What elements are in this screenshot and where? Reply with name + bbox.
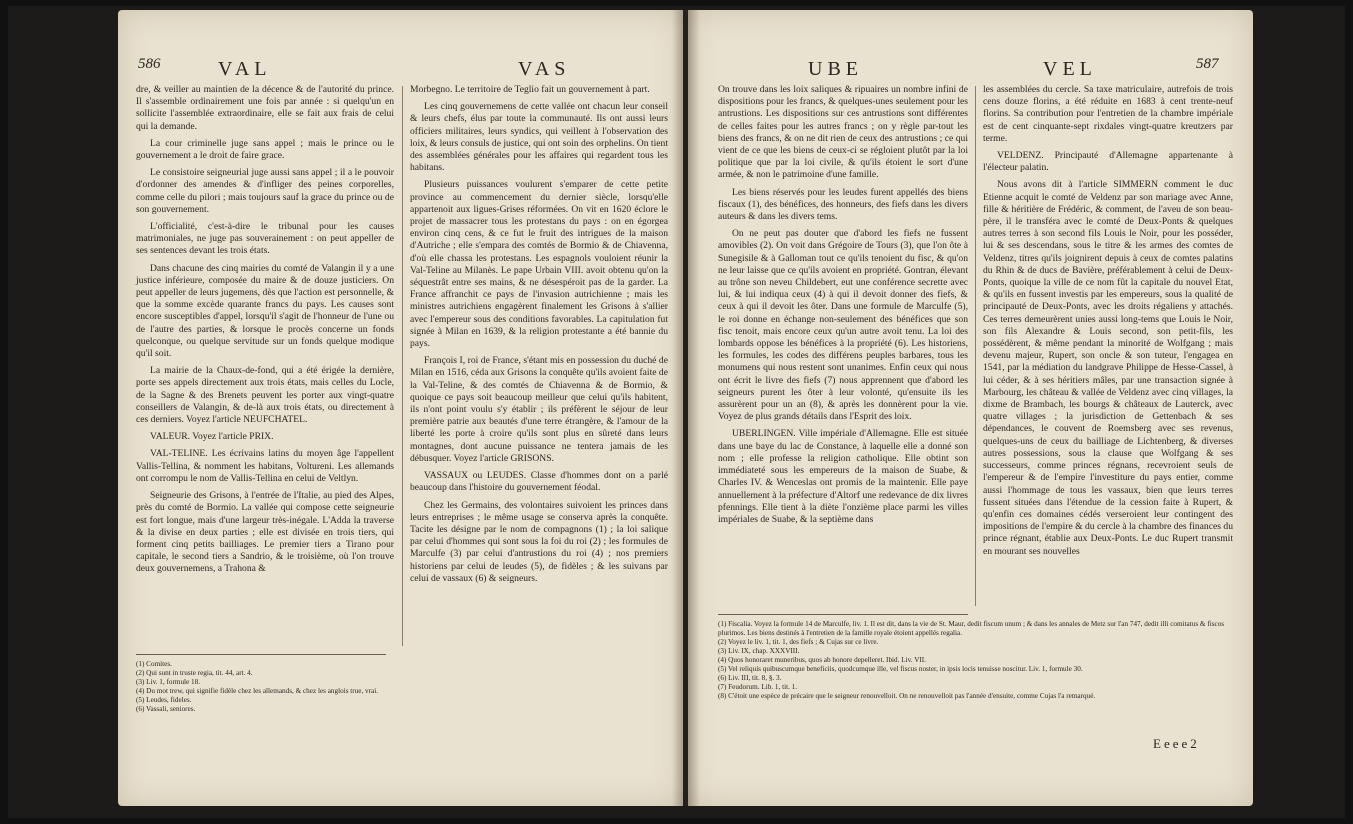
column-divider (402, 86, 403, 646)
left-page-number: 586 (138, 56, 161, 72)
entry-heading: VASSAUX ou LEUDES. Classe d'hommes dont on a parlé beaucoup dans l'histoire du gouvernement féodal. (410, 470, 668, 494)
paragraph: François I, roi de France, s'étant mis en possession du duché de Milan en 1516, céda aux Grisons la conquête qu'ils avoient faite de la Val-Teline, & des comtés de Chiavenna & de Bormio, & quoique ce pays soit beaucoup meilleur que celui qu'ils habitent, ils n'ont point voulu s'y établir ; ils préfèrent le séjour de leur première patrie aux beautés d'une terre étrangère, & l'amour de la liberté les porte à croire qu'ils sont plus en sûreté dans leurs montagnes, dont aucune puissance ne tentera jamais de les débusquer. Voyez l'article GRISONS. (410, 355, 668, 464)
right-headword-left: UBE (808, 58, 863, 80)
paragraph: Nous avons dit à l'article SIMMERN comment le duc Etienne acquit le comté de Veldenz par son mariage avec Anne, fille & héritière de Frédéric, & comment, de l'aveu de son beau-père, il le transféra avec le comté de Deux-Ponts & quelques autres terres à son second fils Louis le Noir, pour les posséder, lui & ses descendans, sous le titre & les armes des comtes de Veldenz, titres qu'ils joignirent depuis à ceux de comtes palatins du Rhin & de ducs de Bavière, préférablement à celui de Deux-Ponts, quoique la ville de ce nom fût la capitale du nouvel Etat, & qu'ils en fussent investis par les empereurs, sous la qualité de principauté de Deux-Ponts, avec les droits régaliens y attachés. Ces terres demeurèrent unies aussi long-tems que Louis le Noir, son fils Alexandre & Louis second, son petit-fils, les possédèrent, & même pendant la minorité de Wolfgang ; mais devenu majeur, Rupert, son oncle & son tuteur, l'engagea en 1541, par la médiation du landgrave Philippe de Hesse-Cassel, à lui céder, & à ses héritiers mâles, par une transaction signée à Marbourg, les château & vallée de Veldenz avec cinq villages, la dixme de Brambach, les bourgs & châteaux de Lauterck, avec quatre villages ; la jurisdiction de Gettenbach & ses dépendances, le couvent de Roemsberg avec ses revenus, quelques-uns de ceux du bailliage de Lichtenberg, & diverses autres possessions, sous la clause que Wolfgang & ses successeurs, comme princes régnans, recevroient seuls de l'empereur & de l'empire l'investiture du pays entier, comme aussi l'hommage de tous les vassaux, bien que leurs terres fussent situées dans l'étendue de la cession faite à Rupert, & qu'enfin ces domaines cédés verseroient leur contingent des impositions de l'empire & du cercle à la chambre des finances du prince régnant, établie aux Deux-Ponts. Le duc Rupert transmit en mourant ses nouvelles (983, 179, 1233, 557)
footnote-rule (718, 614, 968, 615)
paragraph: Les biens réservés pour les leudes furent appellés des biens fiscaux (1), des bénéfices, des honneurs, des fiefs dans les divers auteurs & dans les divers tems. (718, 186, 968, 223)
paragraph: L'officialité, c'est-à-dire le tribunal pour les causes matrimoniales, ne juge pas souverainement : on peut appeller de ses sentences devant les trois états. (136, 221, 394, 257)
right-page-number: 587 (1196, 56, 1219, 72)
footnote: (7) Feudorum. Lib. 1, tit. 1. (718, 683, 798, 691)
left-column-2 (410, 84, 668, 590)
footnote-rule (136, 654, 386, 655)
paragraph: Plusieurs puissances voulurent s'emparer de cette petite province au commencement du dernier siècle, lorsqu'elle appartenoit aux ligues-Grises réformées. On vit en 1620 éclore le projet de massacrer tous les protestans du pays : on en égorgea environ cinq cens, & ce fut le fruit des intrigues de la maison d'Autriche ; elle s'empara des comtés de Bormio & de Chiavenna, d'où elle chassa les protestans. Les espagnols vouloient réunir la Val-Teline au Milanès. Le pape Urbain VIII. avoit obtenu qu'on la séquestrât entre ses mains, & ne désespéroit pas de la garder. La France affranchit ce pays de l'invasion autrichienne ; mais les ministres autrichiens engagèrent finalement les Grisons à s'allier avec l'empereur sous des conditions favorables. La capitulation fut signée à Milan en 1639, & la religion protestante a été bannie du pays. (410, 179, 668, 350)
paragraph: les assemblées du cercle. Sa taxe matriculaire, autrefois de trois cens douze florins, a été réduite en 1683 à cent trente-neuf florins. Sa contribution pour l'entretien de la chambre impériale est de cent cinquante-sept rixdales vingt-quatre kreutzers par terme. (983, 84, 1233, 144)
footnote: (6) Liv. III, tit. 8, §. 3. (718, 674, 782, 682)
entry-heading: VELDENZ. Principauté d'Allemagne appartenante à l'électeur palatin. (983, 150, 1233, 174)
entry-heading: VAL-TELINE. Les écrivains latins du moyen âge l'appellent Vallis-Tellina, & nomment les habitans, Voltureni. Les allemands ont corrompu le nom de Vallis-Tellina en celui de Veltlyn. (136, 448, 394, 484)
footnote: (2) Voyez le liv. 1, tit. 1, des fiefs ; & Cujas sur ce livre. (718, 638, 879, 646)
left-footnotes (136, 660, 656, 714)
left-page (118, 10, 683, 806)
left-column-1 (136, 84, 394, 581)
paragraph: La cour criminelle juge sans appel ; mais le prince ou le gouvernement a le droit de faire grace. (136, 137, 394, 162)
footnote: (5) Leudes, fideles. (136, 696, 192, 704)
book-gutter (672, 10, 700, 806)
paragraph: On trouve dans les loix saliques & ripuaires un nombre infini de dispositions pour les francs, & quelques-unes seulement pour les antrustions. Les dispositions sur ces antrustions sont différentes de celles faites pour les autres francs ; on y règle par-tout les biens des francs, & on ne dit rien de ceux des antrustions ; ce qui vient de ce que les biens de ceux-ci se régloient plutôt par la loi politique que par la loi civile, & qu'ils étoient le sort d'une armée, & non le patrimoine d'une famille. (718, 84, 968, 181)
paragraph: dre, & veiller au maintien de la décence & de l'autorité du prince. Il s'assemble ordinairement une fois par année : si quelqu'un en sollicite l'assemblée extraordinaire, elle se fait aux frais de celui qui la demande. (136, 84, 394, 132)
footnote: (1) Fiscalia. Voyez la formule 14 de Marculfe, liv. 1. Il est dit, dans la vie de St. Maur, dedit fiscum unum ; & dans les annales de Metz sur l'an 747, dedit illi comitatus & fiscos plurimos. Les biens destinés à l'entretien de la famille royale étoient appellés regalia. (718, 620, 1225, 637)
right-footnotes (718, 620, 1233, 701)
entry-heading: VALEUR. Voyez l'article PRIX. (150, 431, 274, 443)
left-headword-right: VAS (518, 58, 571, 80)
paragraph: Chez les Germains, des volontaires suivoient les princes dans leurs entreprises ; le même usage se conserva après la conquête. Tacite les désigne par le nom de compagnons (1) ; la loi salique par celui d'hommes qui sont sous la foi du roi (2) ; les formules de Marculfe (3) par celui d'antrustions du roi (4) ; nos premiers historiens par celui de leudes (5), de fidèles ; & les suivans par celui de vassaux (6) & seigneurs. (410, 499, 668, 584)
footnote: (4) Du mot trew, qui signifie fidèle chez les allemands, & chez les anglois true, vrai. (136, 687, 379, 695)
footnote: (3) Liv. IX, chap. XXXVIII. (718, 647, 800, 655)
footnote: (2) Qui sunt in truste regia, tit. 44, art. 4. (136, 669, 253, 677)
paragraph: La mairie de la Chaux-de-fond, qui a été érigée la dernière, porte ses appels directement aux trois états, mais celles du Locle, de la Sagne & des Brenets peuvent les porter aux vingt-quatre conseillers de Valangin, & de-là aux trois états, ou directement à ces derniers. Voyez l'article NEUFCHATEL. (136, 365, 394, 426)
paragraph: Morbegno. Le territoire de Teglio fait un gouvernement à part. (410, 84, 650, 95)
right-column-1 (718, 84, 968, 531)
footnote: (1) Comites. (136, 660, 172, 668)
paragraph: Dans chacune des cinq mairies du comté de Valangin il y a une justice inférieure, composée du maire & de douze justiciers. On peut appeller de leurs jugemens, dès que l'action est personnelle, & que la somme excède quarante francs du pays. Les causes sont encore susceptibles d'appel, lorsqu'il s'agit de l'honneur de l'une ou de l'autre des parties, & lorsque le procès concerne un fonds quelconque, ou quelque servitude sur un fonds quelque modique qu'il soit. (136, 262, 394, 360)
paragraph: UBERLINGEN. Ville impériale d'Allemagne. Elle est située dans une baye du lac de Constance, à laquelle elle a donné son nom ; elle professe la religion catholique. Elle obtint son immédiateté sous les empereurs de la maison de Suabe, & Charles IV. & Wenceslas ont promis de la maintenir. Elle paye annuellement à la préfecture d'Altorf une redevance de dix livres pfennings. Elle tient à la diète l'onzième place parmi les villes impériales de Suabe, & la septième dans (718, 428, 968, 525)
left-headword-left: VAL (218, 58, 272, 80)
footnote: (5) Vel reliquis quibuscumque beneficiis, quodcumque ille, vel fiscus noster, in ipsis locis tenuisse noscitur. Liv. 1, formule 30. (718, 665, 1083, 673)
footnote: (4) Quos honoraret muneribus, quos ab honore depelleret. Ibid. Liv. VII. (718, 656, 926, 664)
paragraph: On ne peut pas douter que d'abord les fiefs ne fussent amovibles (2). On voit dans Grégoire de Tours (3), que l'on ôte à Sunegisile & à Galloman tout ce qu'ils tenoient du fisc, & qu'on ne leur laisse que ce qu'ils avoient en propriété. Gontran, élevant au trône son neveu Childebert, eut une conférence secrette avec lui, & lui indiqua ceux (4) à qui il devoit donner des fiefs, & ceux à qui il devoit les ôter. Dans une formule de Marculfe (5), le roi donne en échange non-seulement des bénéfices que son fisc tenoit, mais encore ceux qu'un autre avoit tenu. La loi des lombards oppose les bénéfices à la propriété (6). Les historiens, les formules, les codes des différens peuples barbares, tous les monumens qui nous restent sont unanimes. Enfin ceux qui nous ont écrit le livre des fiefs (7) nous apprennent que d'abord les seigneurs purent les ôter à leur volonté, qu'ensuite ils les assurèrent pour un an (8), & après les donnèrent pour la vie. Voyez de plus grands détails dans l'Esprit des loix. (718, 228, 968, 423)
footnote: (3) Liv. 1, formule 18. (136, 678, 201, 686)
column-divider (975, 86, 976, 606)
right-column-2 (983, 84, 1233, 563)
signature-mark: Eeee2 (1153, 736, 1200, 751)
footnote: (6) Vassali, seniores. (136, 705, 196, 713)
paragraph: Les cinq gouvernemens de cette vallée ont chacun leur conseil & leurs chefs, élus par toute la communauté. Ils ont aussi leurs officiers militaires, leurs syndics, qui veillent à l'observation des loix, & leurs consuls de justice, qui ont soin des orphelins. On tient des assemblées générales pour les affaires qui regardent tous les habitans. (410, 101, 668, 174)
paragraph: Seigneurie des Grisons, à l'entrée de l'Italie, au pied des Alpes, près du comté de Bormio. La vallée qui compose cette seigneurie est fort longue, mais d'une largeur très-inégale. L'Adda la traverse & la divise en deux parties ; elle est divisée en trois tiers, qui forment cinq petits bailliages. Le premier tiers a Tirano pour capitale, le second tiers a Sandrio, & le troisième, où l'on trouve deux gouvernemens, a Trahona & (136, 490, 394, 575)
right-headword-right: VEL (1043, 58, 1097, 80)
footnote: (8) C'étoit une espèce de précaire que le seigneur renouvelloit. On ne renouvelloit pas l'année d'ensuite, comme Cujas l'a remarqué. (718, 692, 1096, 700)
right-page (688, 10, 1253, 806)
paragraph: Le consistoire seigneurial juge aussi sans appel ; il a le pouvoir d'ordonner des amendes & d'infliger des peines corporelles, comme celle du pilori ; mais toujours sauf la grace du prince ou de son gouvernement. (136, 167, 394, 215)
